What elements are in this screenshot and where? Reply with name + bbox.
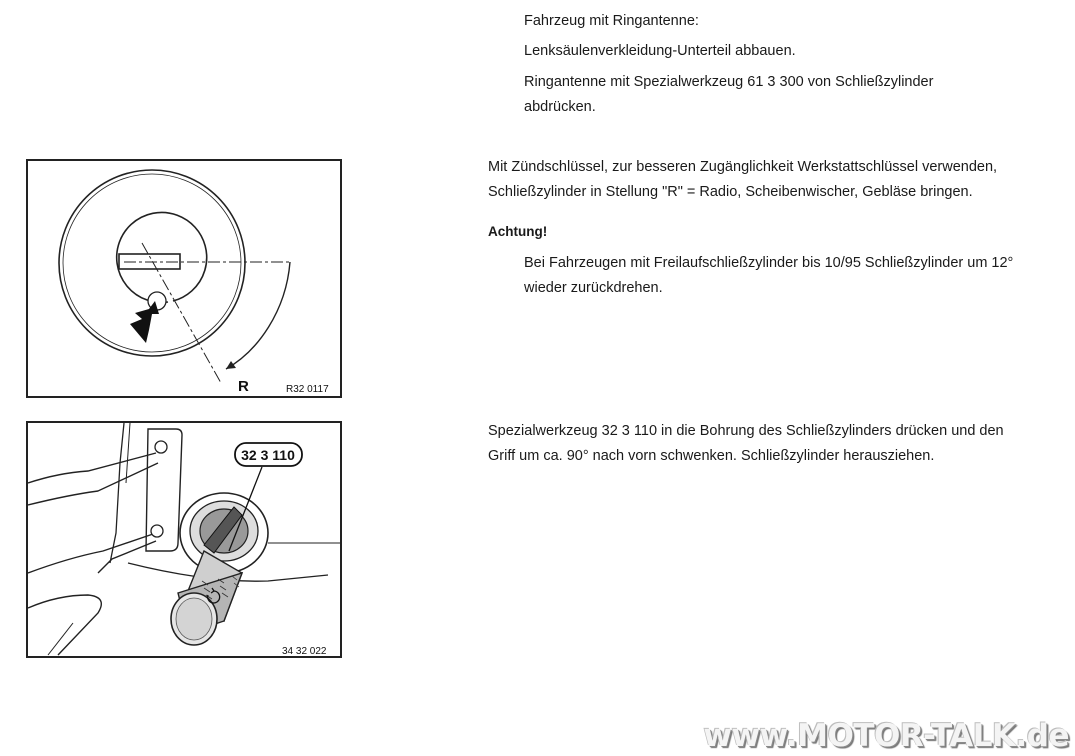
special-tool-drawing: [28, 423, 340, 656]
warning-line2: wieder zurückdrehen.: [524, 280, 663, 296]
warning-line1: Bei Fahrzeugen mit Freilaufschließzylinder bis 10/95 Schließzylinder um 12°: [524, 255, 1014, 271]
position-label-r: R: [238, 378, 249, 395]
section1-step2-line1: Ringantenne mit Spezialwerkzeug 61 3 300 von Schließzylinder: [524, 74, 934, 90]
site-watermark: www.MOTOR-TALK.de: [703, 718, 1069, 754]
section2-line2: Schließzylinder in Stellung "R" = Radio, Scheibenwischer, Gebläse bringen.: [488, 184, 973, 200]
tool-number-label: 32 3 110: [241, 447, 295, 463]
figure-special-tool: [26, 421, 342, 658]
warning-title: Achtung!: [488, 224, 548, 239]
figure-lock-position: [26, 159, 342, 398]
figure2-code: 34 32 022: [282, 646, 327, 656]
section3-line2: Griff um ca. 90° nach vorn schwenken. Schließzylinder herausziehen.: [488, 448, 935, 464]
section1-step1: Lenksäulenverkleidung-Unterteil abbauen.: [524, 43, 796, 59]
section1-step2-line2: abdrücken.: [524, 99, 596, 115]
section1-heading: Fahrzeug mit Ringantenne:: [524, 13, 699, 29]
figure1-code: R32 0117: [286, 384, 329, 395]
section3-line1: Spezialwerkzeug 32 3 110 in die Bohrung des Schließzylinders drücken und den: [488, 423, 1004, 439]
section2-line1: Mit Zündschlüssel, zur besseren Zugänglichkeit Werkstattschlüssel verwenden,: [488, 159, 998, 175]
lock-position-drawing: [28, 161, 340, 396]
